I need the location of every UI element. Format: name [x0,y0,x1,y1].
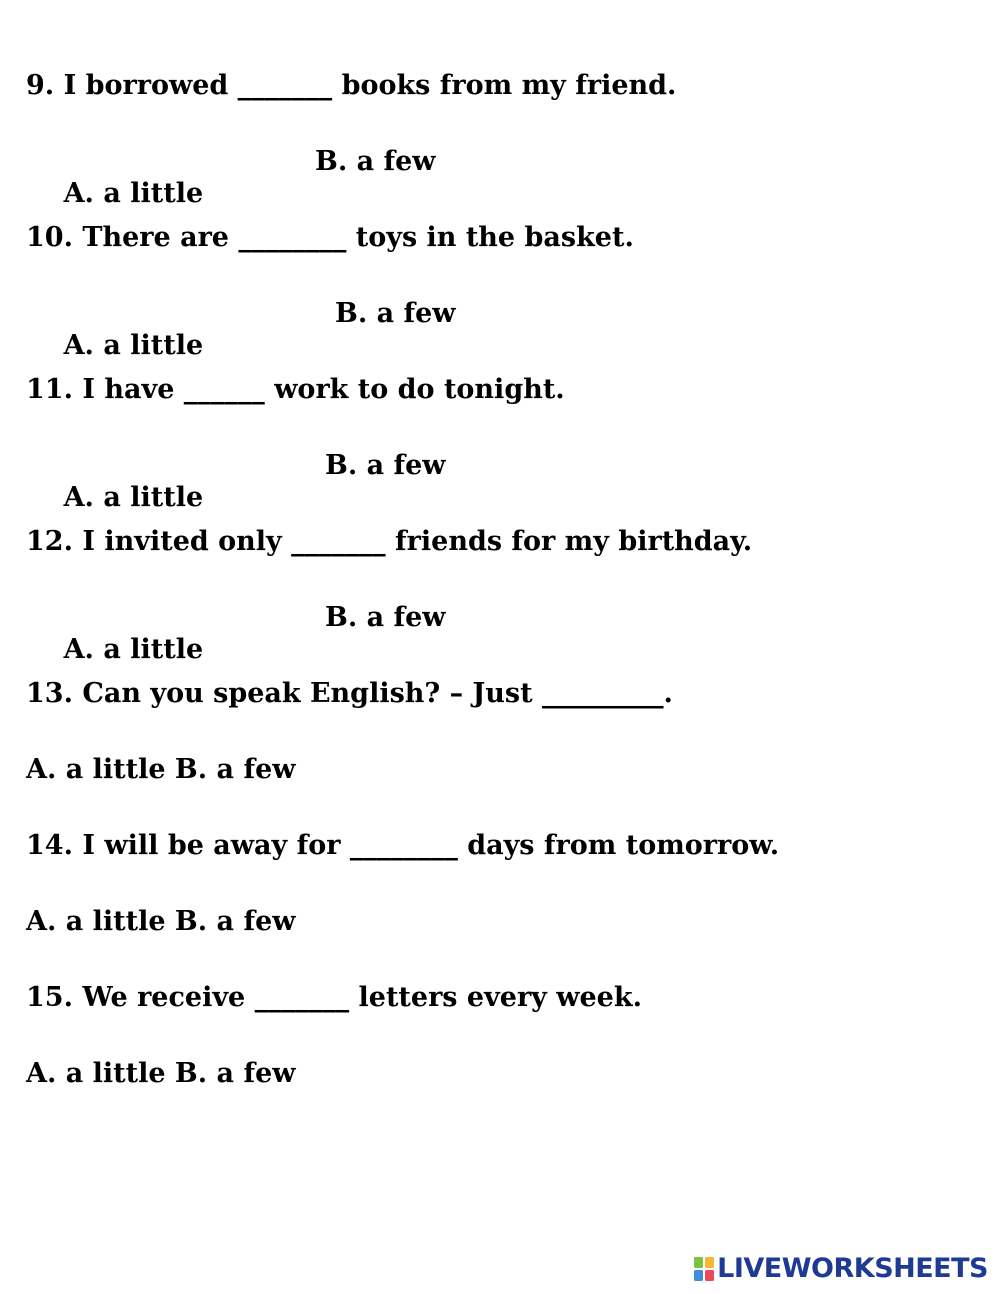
question-10: 10. There are ________ toys in the basket. [26,222,634,253]
liveworksheets-logo[interactable] [694,1252,988,1286]
question-15-options[interactable]: A. a little B. a few [26,1058,296,1089]
question-11: 11. I have ______ work to do tonight. [26,374,565,405]
logo-text: LIVEWORKSHEETS [717,1253,988,1284]
option-b[interactable]: B. a few [335,298,456,329]
option-a[interactable]: A. a little [63,634,204,665]
option-a[interactable]: A. a little [63,178,204,209]
question-13-options[interactable]: A. a little B. a few [26,754,296,785]
option-b[interactable]: B. a few [315,146,436,177]
question-15: 15. We receive _______ letters every week. [26,982,642,1013]
question-14-options[interactable]: A. a little B. a few [26,906,296,937]
option-a[interactable]: A. a little [63,330,204,361]
question-12: 12. I invited only _______ friends for my birthday. [26,526,753,557]
option-a[interactable]: A. a little [63,482,204,513]
question-9: 9. I borrowed _______ books from my friend. [26,70,677,101]
question-14: 14. I will be away for ________ days from tomorrow. [26,830,780,861]
question-13: 13. Can you speak English? – Just _________. [26,678,673,709]
option-b[interactable]: B. a few [325,450,446,481]
liveworksheets-logo-mark-icon [694,1257,714,1281]
option-b[interactable]: B. a few [325,602,446,633]
